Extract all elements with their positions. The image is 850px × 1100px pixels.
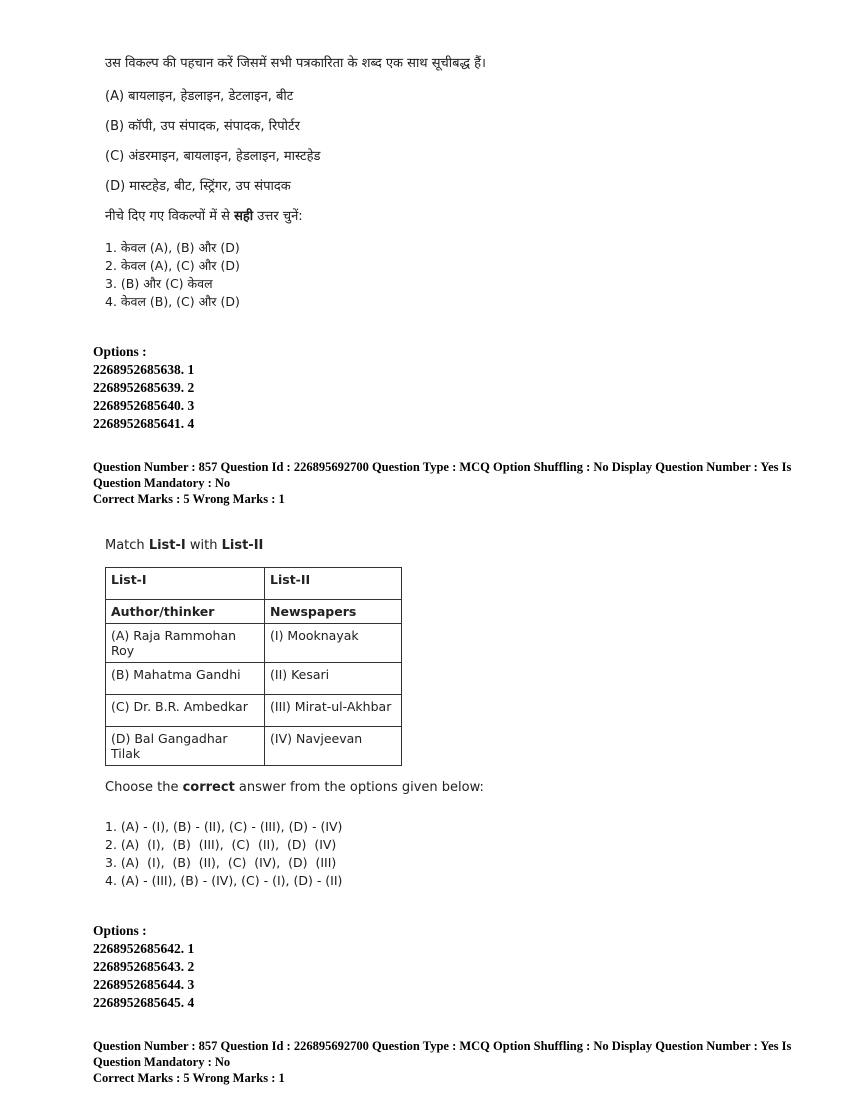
table-cell-c-right: (III) Mirat-ul-Akhbar xyxy=(265,695,402,727)
option-id-3: 2268952685640. 3 xyxy=(93,398,195,413)
question-block-match xyxy=(93,537,790,890)
question-block-hindi xyxy=(93,55,790,311)
match-mid: with xyxy=(185,538,222,553)
options-id-block xyxy=(93,343,790,433)
match-answer-option-2: 2. (A) (I), (B) (III), (C) (II), (D) (IV) xyxy=(105,837,337,852)
table-cell-d-right: (IV) Navjeevan xyxy=(265,727,402,766)
question-meta-2-line2: Question Mandatory : No xyxy=(93,1055,231,1069)
choice-b: (B) कॉपी, उप संपादक, संपादक, रिपोर्टर xyxy=(105,119,300,134)
match-heading xyxy=(105,537,790,554)
answer-option-1: 1. केवल (A), (B) और (D) xyxy=(105,240,240,255)
table-cell-c-left: (C) Dr. B.R. Ambedkar xyxy=(106,695,265,727)
match-list2-label: List-II xyxy=(221,538,264,553)
option-id-6: 2268952685643. 2 xyxy=(93,959,195,974)
answer-instruction xyxy=(105,208,790,225)
question-meta-block-2 xyxy=(93,1038,790,1086)
question-marks-line: Correct Marks : 5 Wrong Marks : 1 xyxy=(93,492,285,506)
table-cell-b-right: (II) Kesari xyxy=(265,663,402,695)
table-row-d xyxy=(106,727,402,766)
choice-d: (D) मास्टहेड, बीट, स्ट्रिंगर, उप संपादक xyxy=(105,179,291,194)
match-answer-option-3: 3. (A) (I), (B) (II), (C) (IV), (D) (III) xyxy=(105,855,337,870)
option-id-1: 2268952685638. 1 xyxy=(93,362,195,377)
table-cell-d-left: (D) Bal Gangadhar Tilak xyxy=(106,727,265,766)
table-cell-b-left: (B) Mahatma Gandhi xyxy=(106,663,265,695)
match-answer-options-list xyxy=(105,818,790,890)
option-id-7: 2268952685644. 3 xyxy=(93,977,195,992)
answer-option-2: 2. केवल (A), (C) और (D) xyxy=(105,258,240,273)
table-row-b xyxy=(106,663,402,695)
choose-post: answer from the options given below: xyxy=(234,780,484,795)
table-cell-a-left: (A) Raja Rammohan Roy xyxy=(106,624,265,663)
choose-instruction xyxy=(105,779,790,796)
choice-a: (A) बायलाइन, हेडलाइन, डेटलाइन, बीट xyxy=(105,89,294,104)
option-id-8: 2268952685645. 4 xyxy=(93,995,195,1010)
options-heading: Options : xyxy=(93,344,147,359)
match-list1-label: List-I xyxy=(148,538,186,553)
table-header-list1-label: List-I xyxy=(111,572,147,587)
option-id-2: 2268952685639. 2 xyxy=(93,380,195,395)
table-subheader-newspapers xyxy=(265,600,402,624)
instruction-bold: सही xyxy=(234,209,254,224)
table-header-list2 xyxy=(265,568,402,600)
answer-option-3: 3. (B) और (C) केवल xyxy=(105,276,213,291)
table-header-list2-label: List-II xyxy=(270,572,311,587)
instruction-pre: नीचे दिए गए विकल्पों में से xyxy=(105,209,235,224)
question-meta-block xyxy=(93,459,790,507)
question-meta-line2: Question Mandatory : No xyxy=(93,476,231,490)
choose-pre: Choose the xyxy=(105,780,183,795)
question-meta-line1: Question Number : 857 Question Id : 226895692700 Question Type : MCQ Option Shuffling : No Display Question Number : Yes Is xyxy=(93,460,792,474)
instruction-post: उत्तर चुनें: xyxy=(253,209,303,224)
table-cell-a-right: (I) Mooknayak xyxy=(265,624,402,663)
option-id-5: 2268952685642. 1 xyxy=(93,941,195,956)
question-meta-2-line1: Question Number : 857 Question Id : 226895692700 Question Type : MCQ Option Shuffling : No Display Question Number : Yes Is xyxy=(93,1039,792,1053)
question-marks-line-2: Correct Marks : 5 Wrong Marks : 1 xyxy=(93,1071,285,1085)
table-subheader-author xyxy=(106,600,265,624)
table-subheader-newspapers-label: Newspapers xyxy=(270,604,357,619)
table-subheader-row xyxy=(106,600,402,624)
options-id-block-2 xyxy=(93,922,790,1012)
choice-c: (C) अंडरमाइन, बायलाइन, हेडलाइन, मास्टहेड xyxy=(105,149,321,164)
match-answer-option-4: 4. (A) - (III), (B) - (IV), (C) - (I), (D) - (II) xyxy=(105,873,343,888)
options-heading-2: Options : xyxy=(93,923,147,938)
table-subheader-author-label: Author/thinker xyxy=(111,604,215,619)
answer-option-4: 4. केवल (B), (C) और (D) xyxy=(105,294,240,309)
match-answer-option-1: 1. (A) - (I), (B) - (II), (C) - (III), (D) - (IV) xyxy=(105,819,343,834)
option-id-4: 2268952685641. 4 xyxy=(93,416,195,431)
answer-options-list xyxy=(105,239,790,311)
choose-bold: correct xyxy=(182,780,235,795)
question-prompt: उस विकल्प की पहचान करें जिसमें सभी पत्रकारिता के शब्द एक साथ सूचीबद्ध हैं। xyxy=(105,56,486,71)
table-header-list1 xyxy=(106,568,265,600)
table-row-c xyxy=(106,695,402,727)
match-table xyxy=(105,567,402,766)
match-pre: Match xyxy=(105,538,149,553)
table-header-row xyxy=(106,568,402,600)
table-row-a xyxy=(106,624,402,663)
